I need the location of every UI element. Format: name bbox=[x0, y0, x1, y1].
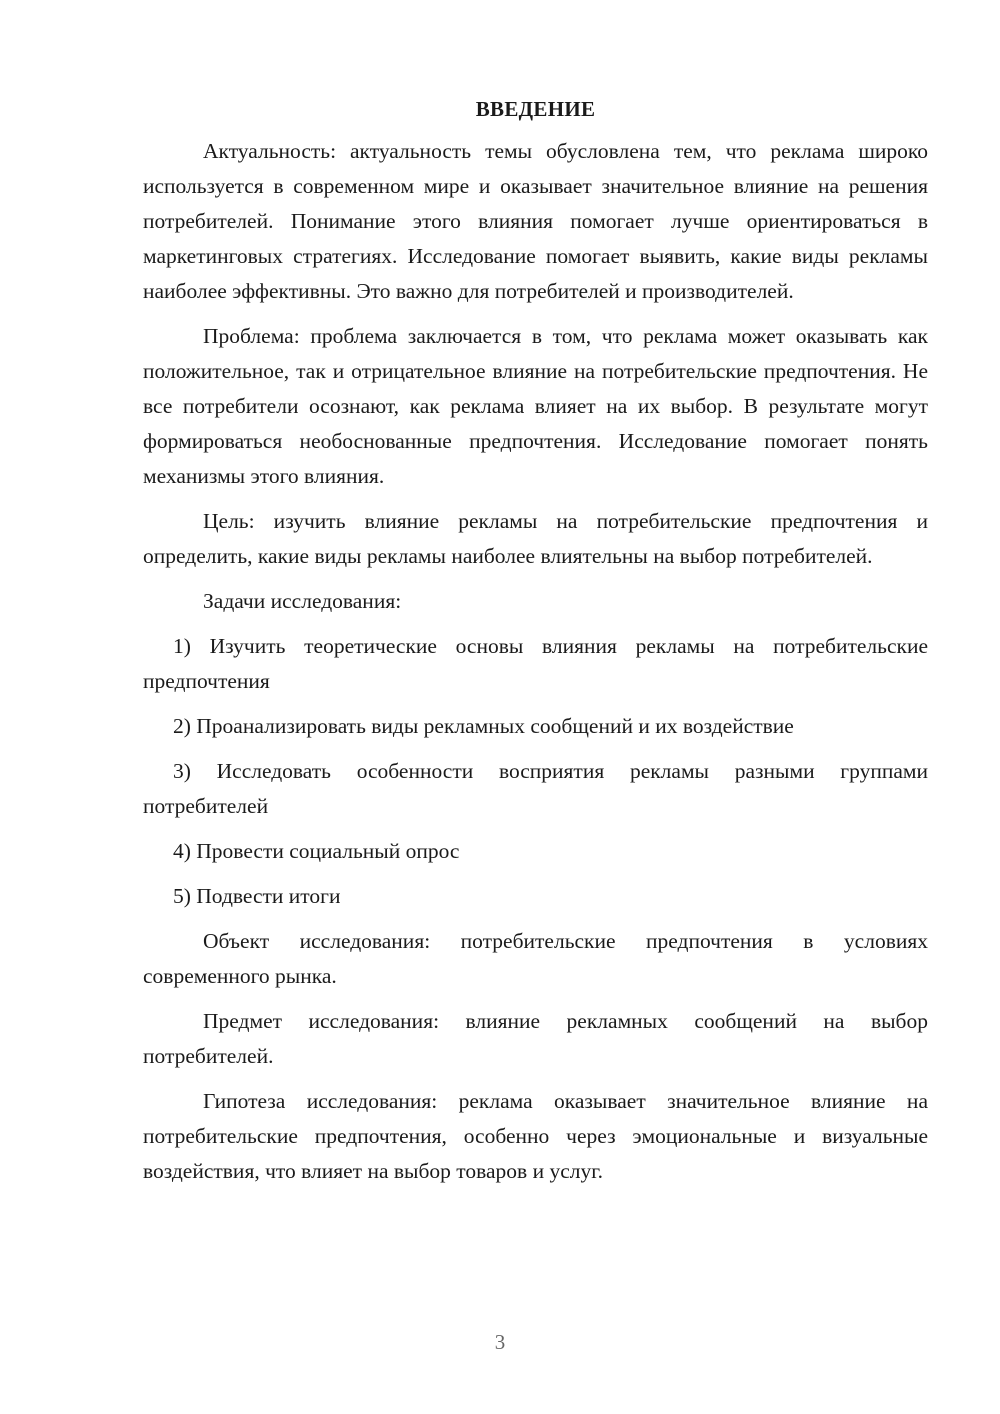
task-item: 1) Изучить теоретические основы влияния рекламы на потребительские предпочтения bbox=[143, 634, 928, 693]
object-paragraph: Объект исследования: потребительские предпочтения в условиях современного рынка. bbox=[143, 929, 928, 988]
task-item: 3) Исследовать особенности восприятия рекламы разными группами потребителей bbox=[143, 759, 928, 818]
problem-paragraph: Проблема: проблема заключается в том, что реклама может оказывать как положительное, так и отрицательное влияние на потребительские предпочтения. Не все потребители осознают, как реклама влияет на их выбор. В результате могут формироваться необоснованные предпочтения. Исследование помогает понять механизмы этого влияния. bbox=[143, 324, 928, 488]
page-number: 3 bbox=[494, 1330, 506, 1354]
task-item: 4) Провести социальный опрос bbox=[173, 839, 460, 863]
subject-paragraph: Предмет исследования: влияние рекламных сообщений на выбор потребителей. bbox=[143, 1009, 928, 1068]
hypothesis-paragraph: Гипотеза исследования: реклама оказывает значительное влияние на потребительские предпочтения, особенно через эмоциональные и визуальные воздействия, что влияет на выбор товаров и услуг. bbox=[143, 1089, 928, 1183]
section-title: ВВЕДЕНИЕ bbox=[475, 97, 596, 121]
document-page bbox=[143, 92, 928, 1199]
tasks-heading: Задачи исследования: bbox=[203, 589, 402, 613]
goal-paragraph: Цель: изучить влияние рекламы на потребительские предпочтения и определить, какие виды рекламы наиболее влиятельны на выбор потребителей. bbox=[143, 509, 928, 568]
task-item: 5) Подвести итоги bbox=[173, 884, 341, 908]
task-item: 2) Проанализировать виды рекламных сообщений и их воздействие bbox=[173, 714, 794, 738]
relevance-paragraph: Актуальность: актуальность темы обусловлена тем, что реклама широко используется в современном мире и оказывает значительное влияние на решения потребителей. Понимание этого влияния помогает лучше ориентироваться в маркетинговых стратегиях. Исследование помогает выявить, какие виды рекламы наиболее эффективны. Это важно для потребителей и производителей. bbox=[143, 139, 928, 303]
